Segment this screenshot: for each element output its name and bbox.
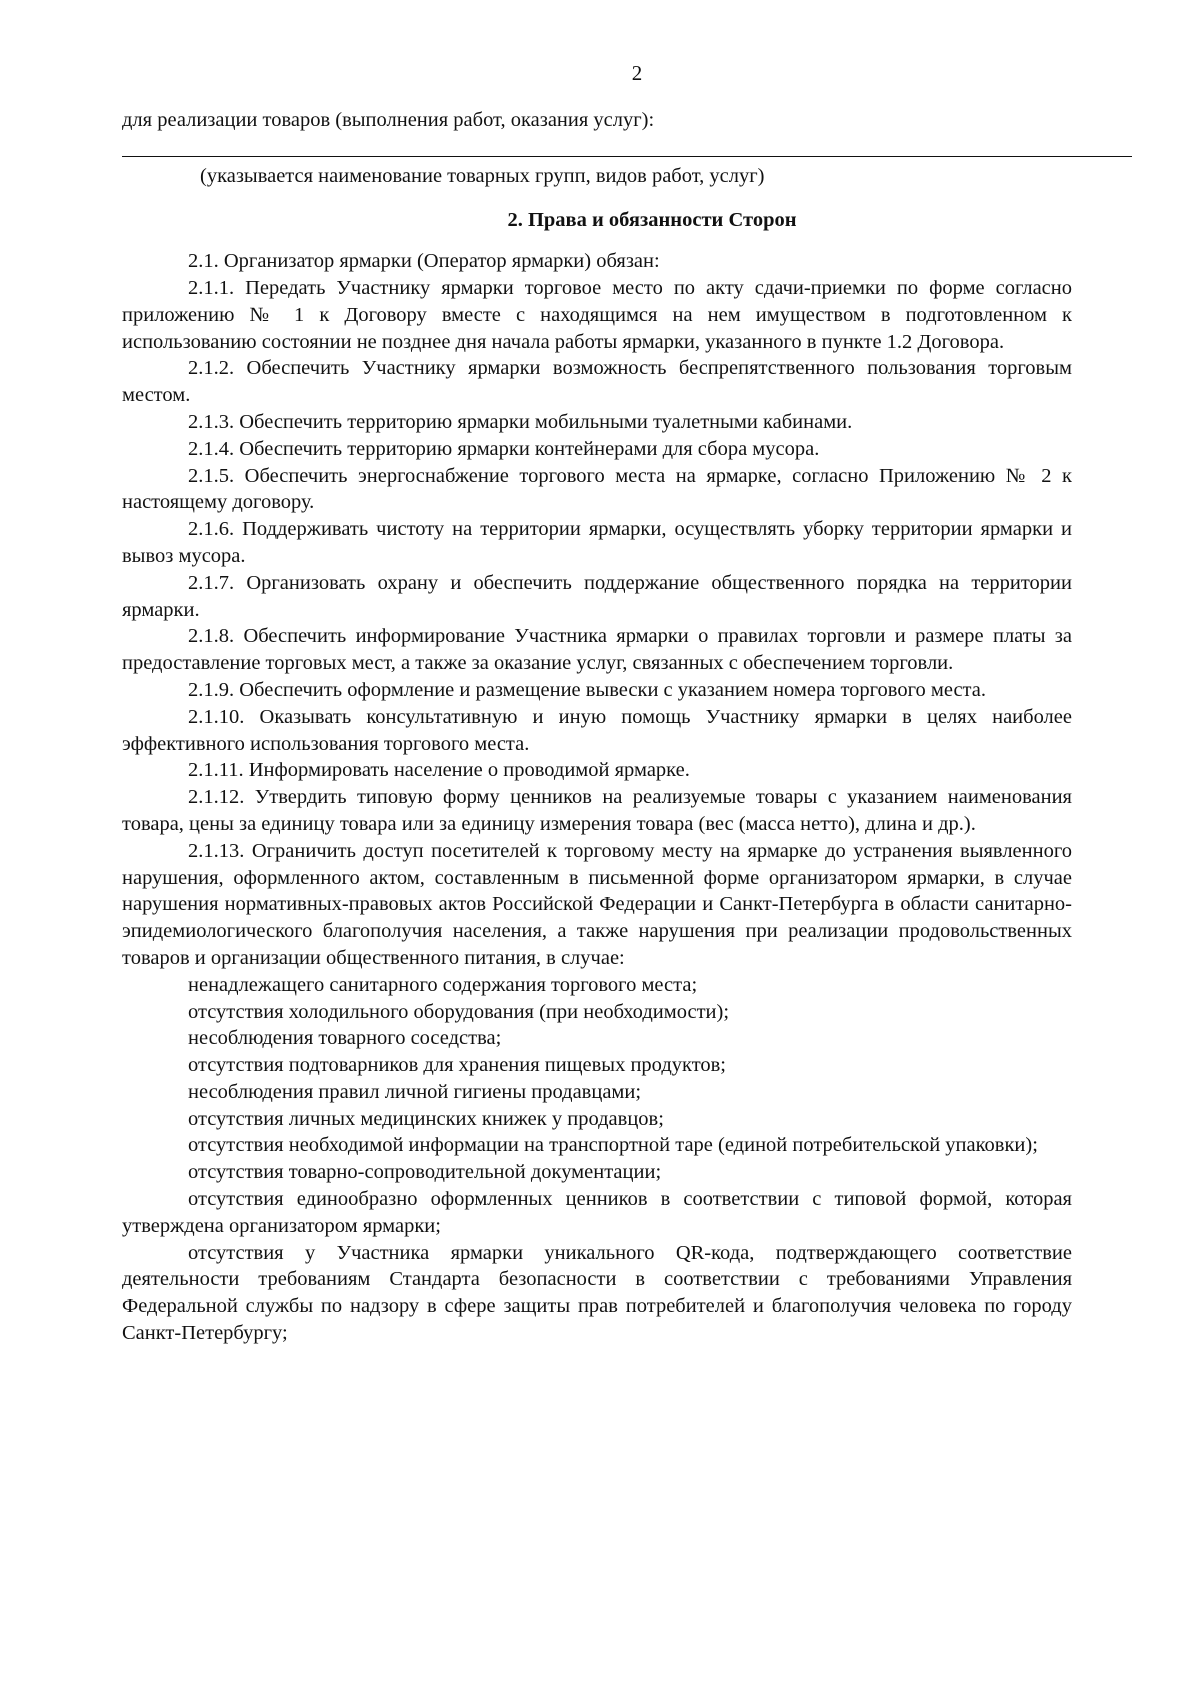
clause-2-1-8: 2.1.8. Обеспечить информирование Участника ярмарки о правилах торговли и размере платы за предоставление торговых мест, а также за оказание услуг, связанных с обеспечением торговли. xyxy=(122,625,1072,675)
section-title: 2. Права и обязанности Сторон xyxy=(507,209,797,232)
list-item: ненадлежащего санитарного содержания торгового места; xyxy=(188,973,698,996)
clause-2-1-2: 2.1.2. Обеспечить Участнику ярмарки возможность беспрепятственного пользования торговым местом. xyxy=(122,357,1072,407)
clause-2-1-9: 2.1.9. Обеспечить оформление и размещение вывески с указанием номера торгового места. xyxy=(188,678,986,701)
list-item: отсутствия необходимой информации на транспортной таре (единой потребительской упаковки); xyxy=(188,1134,1038,1157)
clause-2-1: 2.1. Организатор ярмарки (Оператор ярмарки) обязан: xyxy=(188,250,660,273)
fill-in-line xyxy=(122,138,1132,157)
list-item: несоблюдения товарного соседства; xyxy=(188,1027,502,1050)
clause-2-1-11: 2.1.11. Информировать население о проводимой ярмарке. xyxy=(188,759,690,782)
list-item: отсутствия у Участника ярмарки уникального QR-кода, подтверждающего соответствие деятельности требованиям Стандарта безопасности в соответствии с требованиями Управления Федеральной службы по надзору в сфере защиты прав потребителей и благополучия человека по городу Санкт-Петербургу; xyxy=(122,1241,1072,1345)
fill-in-hint: (указывается наименование товарных групп, видов работ, услуг) xyxy=(200,164,765,187)
clause-2-1-3: 2.1.3. Обеспечить территорию ярмарки мобильными туалетными кабинами. xyxy=(188,410,853,433)
list-item: отсутствия холодильного оборудования (при необходимости); xyxy=(188,1000,730,1023)
document-page xyxy=(122,60,1072,1347)
clause-2-1-10: 2.1.10. Оказывать консультативную и иную помощь Участнику ярмарки в целях наиболее эффективного использования торгового места. xyxy=(122,705,1072,755)
list-item: несоблюдения правил личной гигиены продавцами; xyxy=(188,1080,642,1103)
clause-2-1-4: 2.1.4. Обеспечить территорию ярмарки контейнерами для сбора мусора. xyxy=(188,437,820,460)
clause-2-1-7: 2.1.7. Организовать охрану и обеспечить поддержание общественного порядка на территории ярмарки. xyxy=(122,571,1072,621)
list-item: отсутствия товарно-сопроводительной документации; xyxy=(188,1161,662,1184)
clause-2-1-12: 2.1.12. Утвердить типовую форму ценников на реализуемые товары с указанием наименования товара, цены за единицу товара или за единицу измерения товара (вес (масса нетто), длина и др.). xyxy=(122,786,1072,835)
list-item: отсутствия личных медицинских книжек у продавцов; xyxy=(188,1107,664,1130)
clause-2-1-13: 2.1.13. Ограничить доступ посетителей к торговому месту на ярмарке до устранения выявленного нарушения, оформленного актом, составленным в письменной форме организатором ярмарки, в случае нарушения нормативных-правовых актов Российской Федерации и Санкт-Петербурга в области санитарно-эпидемиологического благополучия населения, а также нарушения при реализации продовольственных товаров и организации общественного питания, в случае: xyxy=(122,839,1072,969)
list-item: отсутствия единообразно оформленных ценников в соответствии с типовой формой, которая утверждена организатором ярмарки; xyxy=(122,1188,1072,1237)
list-item: отсутствия подтоварников для хранения пищевых продуктов; xyxy=(188,1054,727,1077)
clause-2-1-1: 2.1.1. Передать Участнику ярмарки торговое место по акту сдачи-приемки по форме согласно приложению № 1 к Договору вместе с находящимся на нем имуществом в подготовленном к использованию состоянии не позднее дня начала работы ярмарки, указанного в пункте 1.2 Договора. xyxy=(122,276,1072,353)
clause-2-1-5: 2.1.5. Обеспечить энергоснабжение торгового места на ярмарке, согласно Приложению № 2 к настоящему договору. xyxy=(122,464,1072,514)
intro-line: для реализации товаров (выполнения работ, оказания услуг): xyxy=(122,108,655,131)
page-number: 2 xyxy=(631,61,643,85)
clause-2-1-6: 2.1.6. Поддерживать чистоту на территории ярмарки, осуществлять уборку территории ярмарки и вывоз мусора. xyxy=(122,518,1072,567)
